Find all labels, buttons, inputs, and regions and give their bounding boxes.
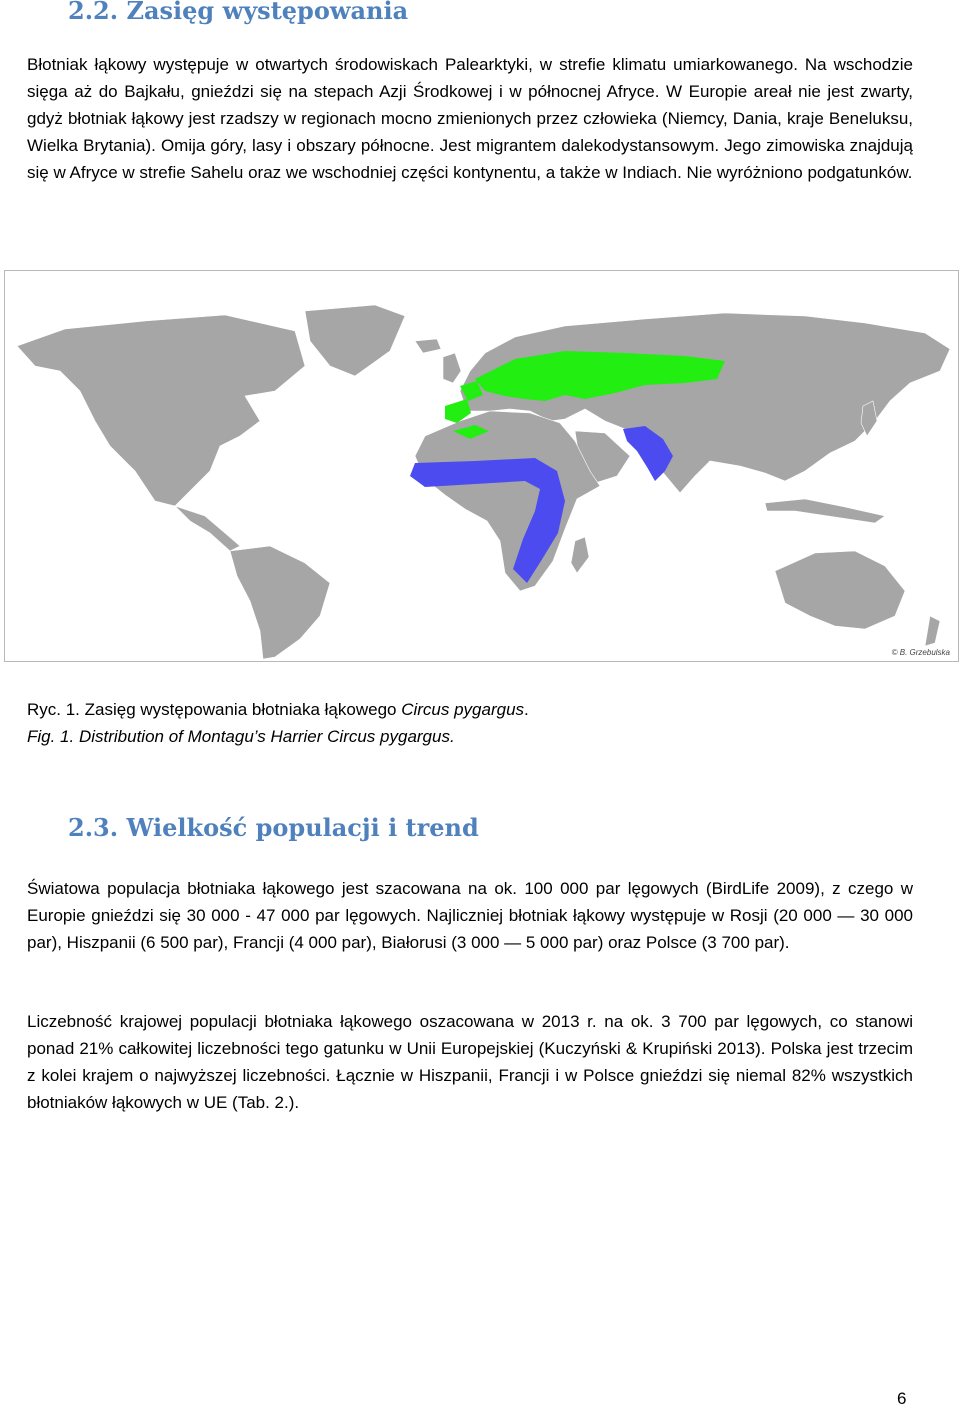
distribution-map-figure	[4, 270, 959, 662]
caption-pl-suffix: .	[524, 700, 529, 719]
population-paragraph-1: Światowa populacja błotniaka łąkowego jest szacowana na ok. 100 000 par lęgowych (BirdLife 2009), z czego w Europie gnieździ się 30 000 - 47 000 par lęgowych. Najliczniej błotniak łąkowy występuje w Rosji (20 000 — 30 000 par), Hiszpanii (6 500 par), Francji (4 000 par), Białorusi (3 000 — 5 000 par) oraz Polsce (3 700 par).	[27, 879, 913, 952]
north-america	[17, 315, 305, 506]
south-america	[230, 546, 330, 659]
madagascar	[571, 537, 589, 573]
southeast-asia-islands	[765, 499, 885, 523]
caption-en-text: Fig. 1. Distribution of Montagu’s Harrier Circus pygargus.	[27, 727, 455, 746]
caption-pl-prefix: Ryc. 1. Zasięg występowania błotniaka łąkowego	[27, 700, 402, 719]
range-paragraph: Błotniak łąkowy występuje w otwartych środowiskach Palearktyki, w strefie klimatu umiarkowanego. Na wschodzie sięga aż do Bajkału, gnieździ się na stepach Azji Środkowej i w północnej Afryce. W Europie areał nie jest zwarty, gdyż błotniak łąkowy jest rzadszy w regionach mocno zmienionych przez człowieka (Niemcy, Dania, kraje Beneluksu, Wielka Brytania). Omija góry, lasy i obszary północne. Jest migrantem dalekodystansowym. Jego zimowiska znajdują się w Afryce w strefie Sahelu oraz we wschodniej części kontynentu, a także w Indiach. Nie wyróżniono podgatunków.	[27, 55, 913, 182]
new-zealand	[925, 616, 940, 646]
page-number: 6	[897, 1389, 907, 1408]
population-paragraph-2: Liczebność krajowej populacji błotniaka łąkowego oszacowana w 2013 r. na ok. 3 700 par lęgowych, co stanowi ponad 21% całkowitej liczebności tego gatunku w Unii Europejskiej (Kuczyński & Krupiński 2013). Polska jest trzecim z kolei krajem o najwyższej liczebności. Łącznie w Hiszpanii, Francji i w Polsce gnieździ się niemal 82% wszystkich błotniaków łąkowych w UE (Tab. 2.).	[27, 1012, 913, 1112]
world-map	[5, 271, 958, 661]
figure-caption-pl	[27, 696, 529, 723]
map-credit: © B. Grzebulska	[891, 648, 950, 657]
figure-caption-en	[27, 723, 455, 750]
greenland	[305, 305, 405, 376]
britain	[443, 353, 461, 383]
iceland	[415, 339, 441, 353]
section-heading-range: 2.2. Zasięg występowania	[68, 0, 409, 25]
australia	[775, 551, 905, 629]
central-america	[175, 506, 240, 551]
section-heading-population: 2.3. Wielkość populacji i trend	[68, 813, 479, 842]
caption-pl-species: Circus pygargus	[401, 700, 525, 719]
